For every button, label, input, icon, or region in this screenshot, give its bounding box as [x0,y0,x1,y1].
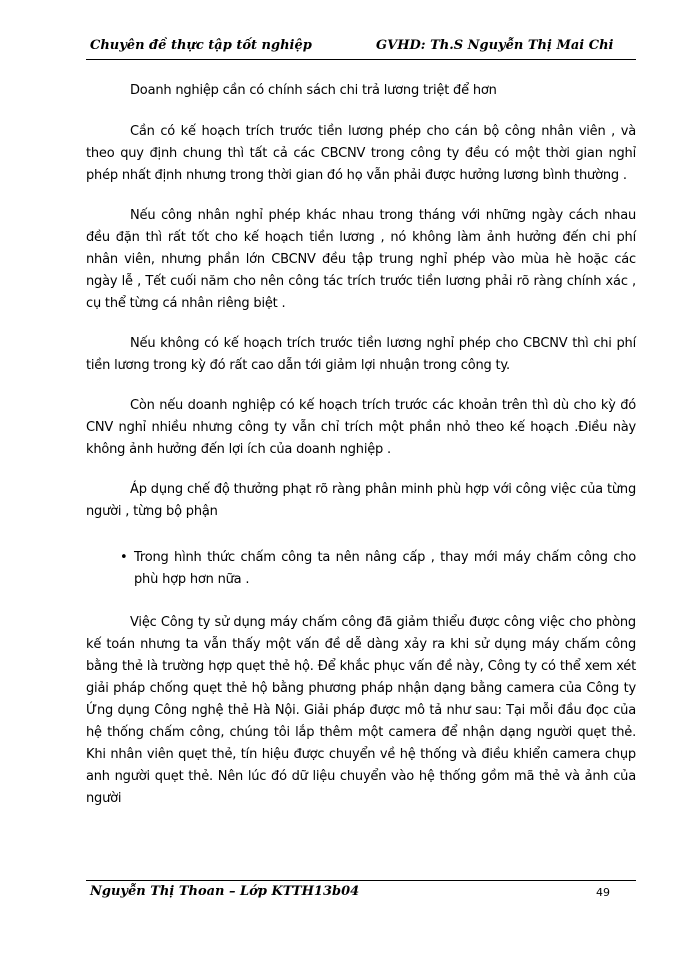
paragraph-2: Cần có kế hoạch trích trước tiền lương phép cho cán bộ công nhân viên , và theo quy định chung thì tất cả các CBCNV trong công ty đều có một thời gian nghỉ phép nhất định nhưng trong thời gian đó họ vẫn phải được hưởng lương bình thường . [86,124,636,183]
document-body [86,80,636,828]
header-title: Chuyên đề thực tập tốt nghiệp [90,38,312,53]
footer-author: Nguyễn Thị Thoan – Lớp KTTH13b04 [90,884,360,899]
paragraph-5: Còn nếu doanh nghiệp có kế hoạch trích trước các khoản trên thì dù cho kỳ đó CNV nghỉ nhiều nhưng công ty vẫn chỉ trích một phần nhỏ theo kế hoạch .Điều này không ảnh hưởng đến lợi ích của doanh nghiệp . [86,398,636,457]
header-divider [86,59,636,60]
paragraph-3: Nếu công nhân nghỉ phép khác nhau trong tháng với những ngày cách nhau đều đặn thì rất tốt cho kế hoạch tiền lương , nó không làm ảnh hưởng đến chi phí nhân viên, nhưng phần lớn CBCNV đều tập trung nghỉ phép vào mùa hè hoặc các ngày lễ , Tết cuối năm cho nên công tác trích trước tiền lương phải rõ ràng chính xác , cụ thể từng cá nhân riêng biệt . [86,208,636,311]
bullet-text: Trong hình thức chấm công ta nên nâng cấp , thay mới máy chấm công cho phù hợp hơn nữa . [134,550,636,587]
paragraph-7: Việc Công ty sử dụng máy chấm công đã giảm thiểu được công việc cho phòng kế toán nhưng ta vẫn thấy một vấn đề dễ dàng xảy ra khi sử dụng máy chấm công bằng thẻ là trường hợp quẹt thẻ hộ. Để khắc phục vấn đề này, Công ty có thể xem xét giải pháp chống quẹt thẻ hộ bằng phương pháp nhận dạng bằng camera của Công ty Ứng dụng Công nghệ thẻ Hà Nội. Giải pháp được mô tả như sau: Tại mỗi đầu đọc của hệ thống chấm công, chúng tôi lắp thêm một camera để nhận dạng người quẹt thẻ. Khi nhân viên quẹt thẻ, tín hiệu được chuyển về hệ thống và điều khiển camera chụp anh người quẹt thẻ. Nên lúc đó dữ liệu chuyển vào hệ thống gồm mã thẻ và ảnh của người [86,615,636,806]
footer-divider [86,880,636,881]
paragraph-6: Áp dụng chế độ thưởng phạt rõ ràng phân minh phù hợp với công việc của từng người , từng bộ phận [86,482,636,519]
paragraph-1: Doanh nghiệp cần có chính sách chi trả lương triệt để hơn [130,83,497,98]
page-header [86,38,636,60]
paragraph-4: Nếu không có kế hoạch trích trước tiền lương nghỉ phép cho CBCNV thì chi phí tiền lương trong kỳ đó rất cao dẫn tới giảm lợi nhuận trong công ty. [86,336,636,373]
header-supervisor: GVHD: Th.S Nguyễn Thị Mai Chi [376,38,614,53]
bullet-symbol: • [120,550,128,565]
bullet-item [86,547,636,591]
page-footer [86,884,636,906]
page-number: 49 [596,886,610,899]
